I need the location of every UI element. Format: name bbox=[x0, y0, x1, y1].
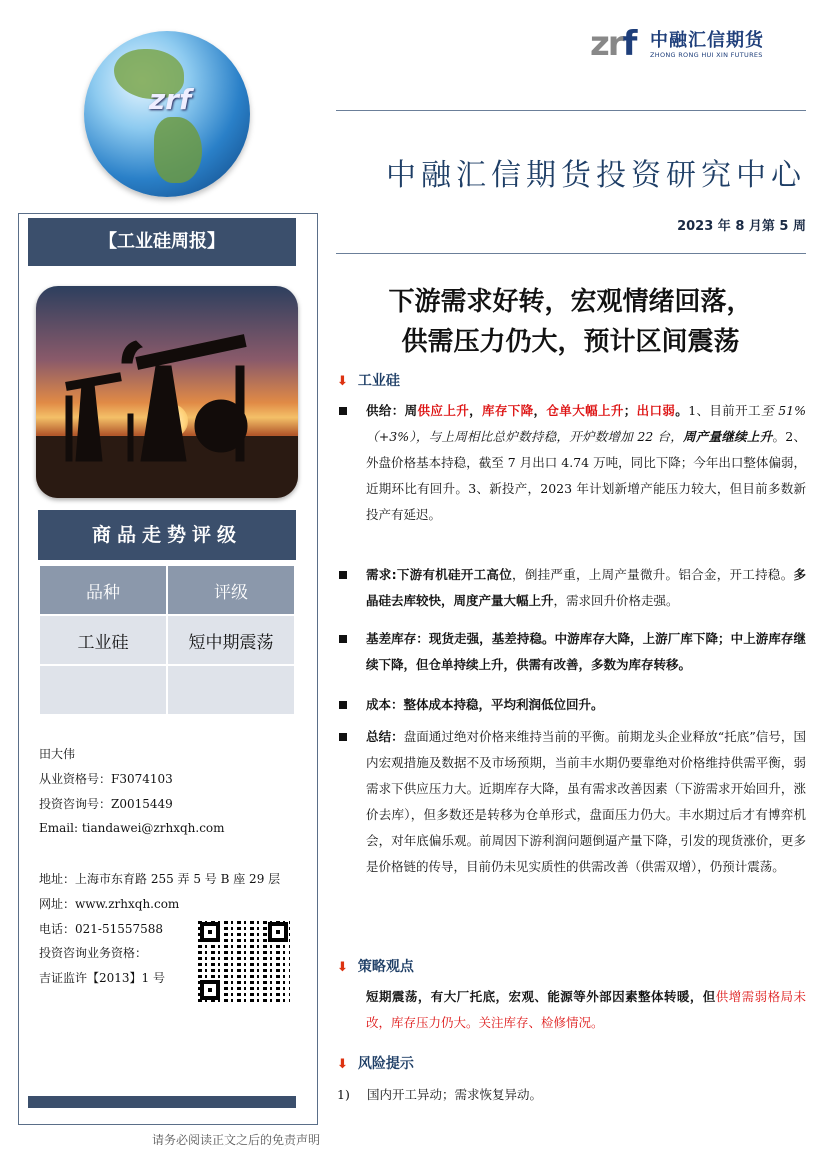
sidebar-footer-bar bbox=[28, 1096, 296, 1108]
bullet-icon bbox=[337, 567, 351, 581]
summary-paragraph bbox=[366, 724, 806, 880]
disclaimer-note[interactable]: 请务必阅读正文之后的免责声明 bbox=[151, 1133, 320, 1147]
brand-name-en: ZHONG RONG HUI XIN FUTURES bbox=[650, 51, 763, 59]
research-center-title: 中融汇信期货投资研究中心 bbox=[386, 158, 806, 193]
arrow-down-icon: ⬇ bbox=[337, 1057, 348, 1072]
pumpjack-silhouette bbox=[36, 286, 298, 498]
divider bbox=[336, 253, 806, 254]
section-strategy bbox=[337, 956, 414, 976]
supply-up: 供应上升 bbox=[417, 403, 470, 418]
summary-text: 盘面通过绝对价格来维持当前的平衡。前期龙头企业释放“托底”信号，国内宏观措施及数据不及市场预期，当前丰水期仍要靠绝对价格维持供需平衡，弱需求下供应压力大。近期库存大降，虽有需求改善因素（下游需求开始回升，涨价去库），但多数还是转移为仓单形式，盘面压力仍大。丰水期过后才有博弈机会，对年底偏乐观。前周因下游利润问题倒逼产量下降，引发的现货涨价，更多是价格链的传导，目前仍未见实质性的供需改善（供需双增），仍预计震荡。 bbox=[366, 729, 806, 874]
punct: ， bbox=[469, 403, 482, 418]
strategy-red: 供增需弱格局未改，库存压力仍大。关注库存、检修情况。 bbox=[366, 989, 806, 1030]
summary-label: 总结： bbox=[366, 729, 404, 744]
qr-finder bbox=[200, 922, 220, 942]
section-label: 策略观点 bbox=[357, 959, 414, 975]
export-weak: 出口弱 bbox=[636, 403, 676, 418]
globe-brand-mark: zrf bbox=[148, 83, 192, 116]
basis-paragraph: 基差库存：现货走强，基差持稳。中游库存大降，上游厂库下降；中上游库存继续下降，但仓单持续上升，供需有改善，多数为库存转移。 bbox=[366, 631, 806, 672]
headline-line-1: 下游需求好转，宏观情绪回落， bbox=[388, 287, 753, 317]
section-label: 工业硅 bbox=[357, 373, 400, 389]
divider bbox=[336, 110, 806, 111]
inventory-down: 库存下降 bbox=[481, 403, 534, 418]
report-date: 2023 年 8 月第 5 周 bbox=[677, 219, 806, 234]
rating-cell-rating: 短中期震荡 bbox=[168, 616, 294, 664]
analyst-name: 田大伟 bbox=[39, 747, 76, 761]
demand-label: 需求:下游有机硅开工高位 bbox=[366, 567, 513, 582]
supply-text-2: 。2、外盘价格基本持稳，截至 7 月出口 4.74 万吨，同比下降；今年出口整体偏弱，近期环比有回升。3、新投产，2023 年计划新增产能压力较大，但目前多数新投产有延迟。 bbox=[366, 429, 806, 522]
address: 地址：上海市东育路 255 弄 5 号 B 座 29 层 bbox=[39, 872, 281, 886]
oil-pump-photo bbox=[36, 286, 298, 498]
brand-logo bbox=[590, 20, 805, 64]
brand-name-cn: 中融汇信期货 bbox=[650, 30, 764, 51]
advisory-number: 投资咨询号：Z0015449 bbox=[39, 797, 173, 811]
section-risk bbox=[337, 1053, 414, 1073]
bullet-icon bbox=[337, 631, 351, 645]
strategy-paragraph bbox=[366, 984, 806, 1036]
supply-italic: 至 51%（+3%），与上周相比总炉数持稳，开炉数增加 22 台， bbox=[366, 403, 806, 444]
bullet-icon bbox=[337, 403, 351, 417]
bullet-icon bbox=[337, 697, 351, 711]
bullet-icon bbox=[337, 729, 351, 743]
arrow-down-icon: ⬇ bbox=[337, 374, 348, 389]
risk-text: 国内开工异动；需求恢复异动。 bbox=[367, 1087, 543, 1102]
section-label: 风险提示 bbox=[357, 1056, 414, 1072]
punct: ； bbox=[623, 403, 637, 418]
demand-paragraph bbox=[366, 562, 806, 614]
demand-bold: 多晶硅去库较快，周度产量大幅上升 bbox=[366, 567, 806, 608]
rating-table bbox=[38, 564, 296, 716]
headline-line-2: 供需压力仍大，预计区间震荡 bbox=[401, 327, 740, 357]
rating-header-rating: 评级 bbox=[168, 566, 294, 614]
license-number: 从业资格号：F3074103 bbox=[39, 772, 173, 786]
cost-paragraph: 成本：整体成本持稳，平均利润低位回升。 bbox=[366, 697, 604, 712]
phone: 电话：021-51557588 bbox=[39, 922, 164, 936]
arrow-down-icon: ⬇ bbox=[337, 960, 348, 975]
globe-land bbox=[154, 117, 202, 183]
punct: ， bbox=[533, 403, 547, 418]
permit-number: 吉证监许【2013】1 号 bbox=[39, 971, 165, 985]
website[interactable]: 网址：www.zrhxqh.com bbox=[39, 897, 180, 911]
strategy-bold: 短期震荡，有大厂托底，宏观、能源等外部因素整体转暖，但 bbox=[366, 989, 716, 1004]
supply-label: 供给：周 bbox=[366, 403, 418, 418]
punct: 。 bbox=[675, 403, 689, 418]
demand-text-2: ，需求回升价格走强。 bbox=[553, 593, 679, 608]
supply-bold: 周产量继续上升 bbox=[683, 429, 773, 444]
risk-item bbox=[337, 1085, 542, 1103]
demand-text-1: ，倒挂严重，上周产量微升。铝合金，开工持稳。 bbox=[512, 567, 794, 582]
qr-finder bbox=[268, 922, 288, 942]
supply-text-1: 1、目前开工 bbox=[688, 403, 761, 418]
headline bbox=[335, 282, 806, 362]
brand-mark-icon: zrf bbox=[590, 24, 636, 64]
rating-cell-product: 工业硅 bbox=[40, 616, 166, 664]
supply-paragraph bbox=[366, 398, 806, 528]
warrant-up: 仓单大幅上升 bbox=[546, 403, 624, 418]
section-industrial-silicon bbox=[337, 370, 400, 390]
email[interactable]: Email: tiandawei@zrhxqh.com bbox=[39, 821, 225, 835]
qr-code-icon bbox=[198, 920, 290, 1002]
globe-logo bbox=[84, 31, 250, 197]
rating-title: 商品走势评级 bbox=[38, 510, 296, 560]
rating-cell-empty bbox=[40, 666, 166, 714]
rating-cell-empty bbox=[168, 666, 294, 714]
qr-finder bbox=[200, 980, 220, 1000]
risk-number: 1) bbox=[337, 1087, 350, 1102]
qualification-label: 投资咨询业务资格： bbox=[39, 946, 148, 960]
report-title: 【工业硅周报】 bbox=[28, 218, 296, 266]
rating-header-product: 品种 bbox=[40, 566, 166, 614]
